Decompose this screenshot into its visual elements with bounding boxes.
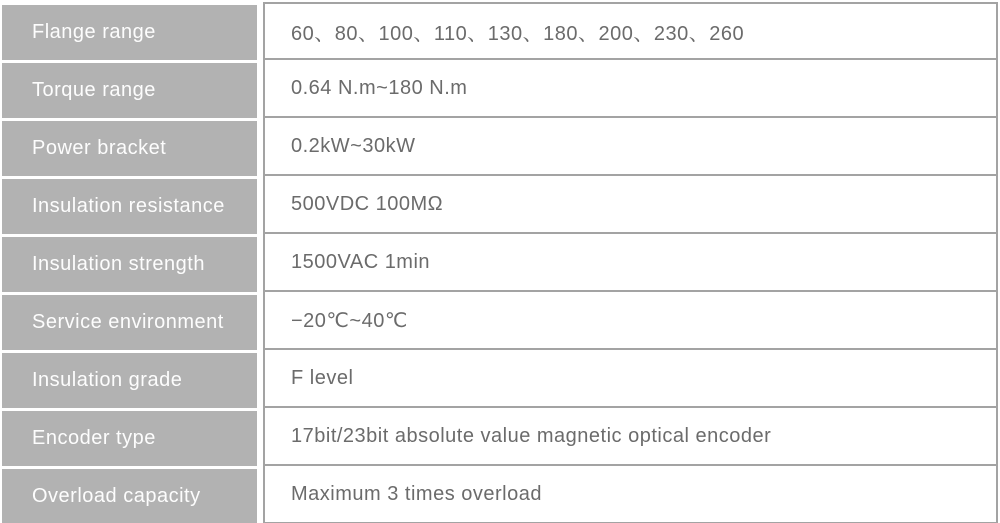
spec-label: Encoder type	[2, 411, 257, 466]
spec-value: 500VDC 100MΩ	[263, 176, 998, 234]
spec-value: 0.64 N.m~180 N.m	[263, 60, 998, 118]
spec-label: Insulation grade	[2, 353, 257, 408]
spec-value: F level	[263, 350, 998, 408]
table-row	[0, 292, 1000, 350]
spec-label: Insulation resistance	[2, 179, 257, 234]
spec-label: Insulation strength	[2, 237, 257, 292]
spec-value: 0.2kW~30kW	[263, 118, 998, 176]
spec-value: −20℃~40℃	[263, 292, 998, 350]
table-row	[0, 60, 1000, 118]
table-row	[0, 176, 1000, 234]
table-row	[0, 234, 1000, 292]
spec-label: Service environment	[2, 295, 257, 350]
spec-label: Overload capacity	[2, 469, 257, 523]
spec-label: Power bracket	[2, 121, 257, 176]
table-row	[0, 466, 1000, 523]
spec-value: 17bit/23bit absolute value magnetic optical encoder	[263, 408, 998, 466]
spec-value: 1500VAC 1min	[263, 234, 998, 292]
table-row	[0, 118, 1000, 176]
spec-label: Flange range	[2, 5, 257, 60]
spec-label: Torque range	[2, 63, 257, 118]
table-row	[0, 408, 1000, 466]
spec-value: 60、80、100、110、130、180、200、230、260	[263, 2, 998, 60]
table-row	[0, 350, 1000, 408]
spec-value: Maximum 3 times overload	[263, 466, 998, 523]
table-row	[0, 2, 1000, 60]
